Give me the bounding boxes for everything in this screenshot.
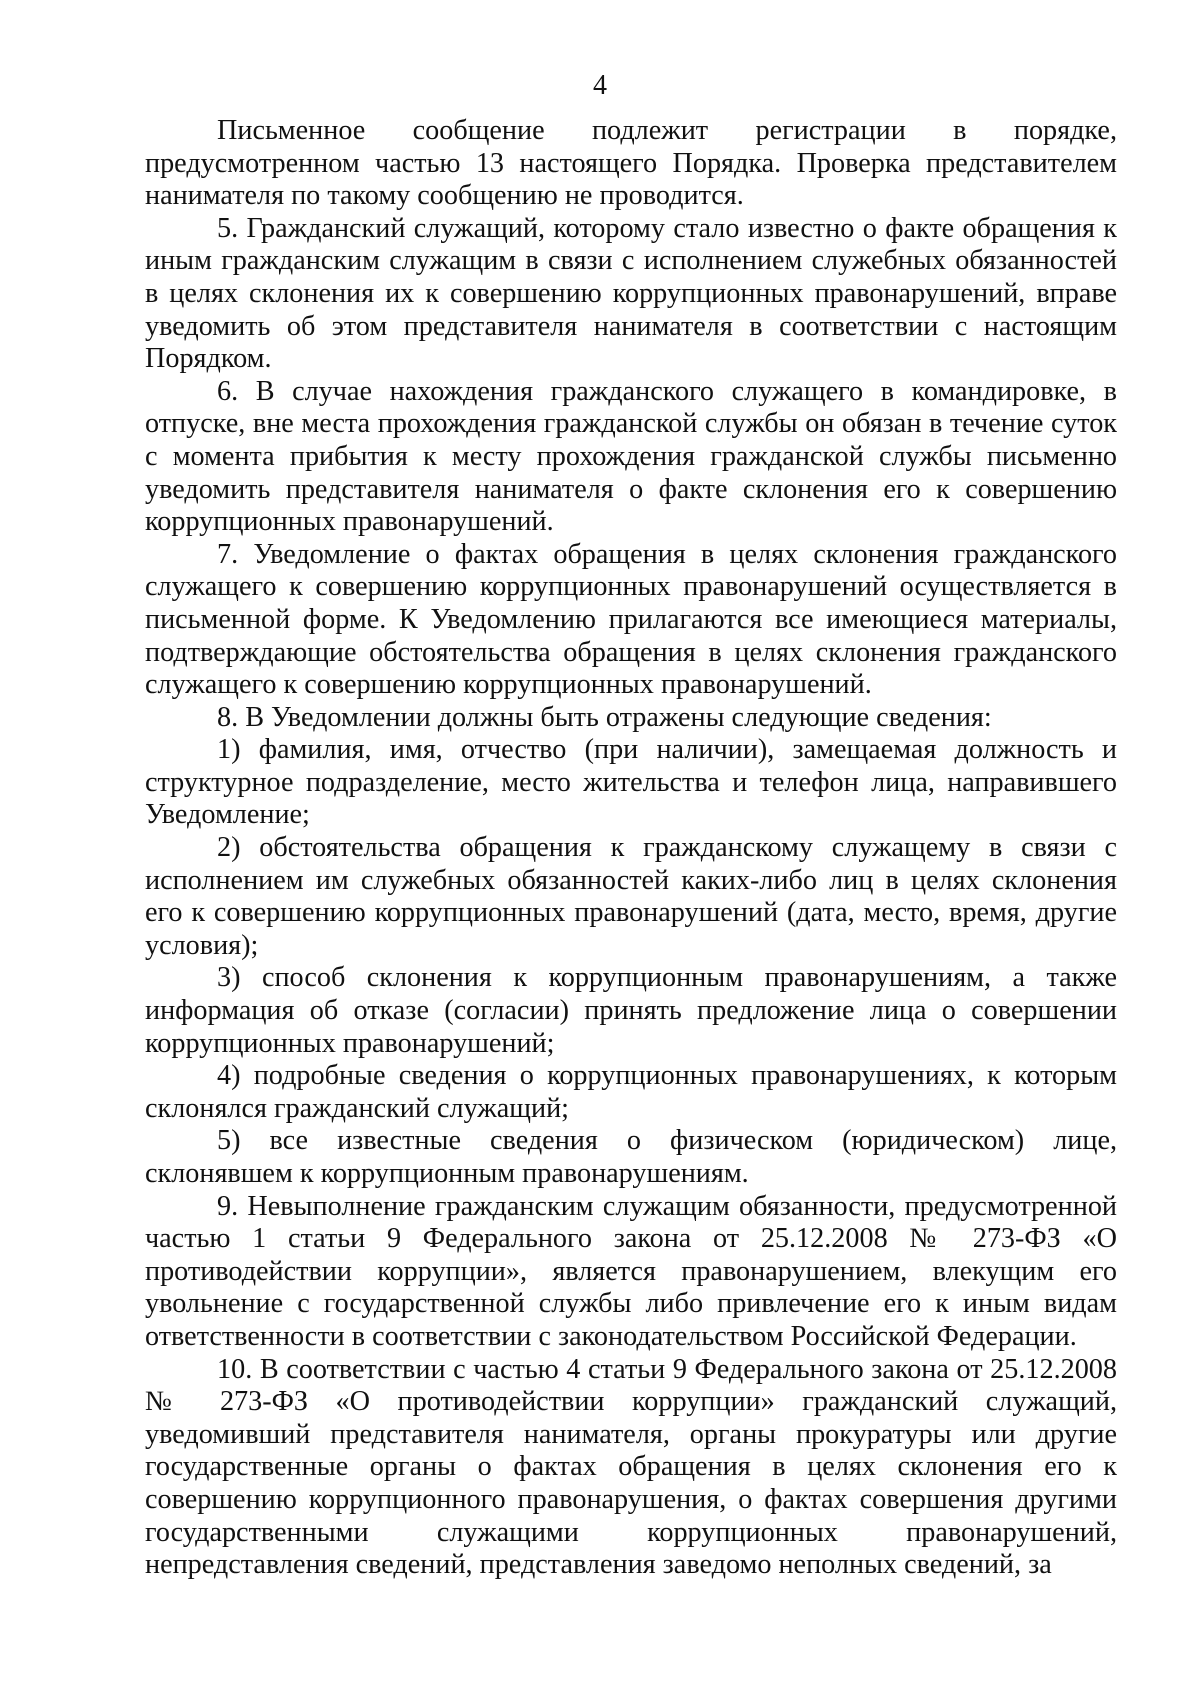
document-body — [145, 115, 1117, 1582]
list-item-2: 2) обстоятельства обращения к гражданскому служащему в связи с исполнением им служебных обязанностей каких-либо лиц в целях склонения его к совершению коррупционных правонарушений (дата, место, время, другие условия); — [145, 832, 1117, 961]
page-number: 4 — [593, 70, 607, 101]
list-item-5: 5) все известные сведения о физическом (юридическом) лице, склонявшем к коррупционным правонарушениям. — [145, 1125, 1117, 1189]
list-item-3: 3) способ склонения к коррупционным правонарушениям, а также информация об отказе (согласии) принять предложение лица о совершении коррупционных правонарушений; — [145, 962, 1117, 1059]
list-item-4: 4) подробные сведения о коррупционных правонарушениях, к которым склонялся гражданский служащий; — [145, 1060, 1117, 1124]
paragraph-7: 7. Уведомление о фактах обращения в целях склонения гражданского служащего к совершению коррупционных правонарушений осуществляется в письменной форме. К Уведомлению прилагаются все имеющиеся материалы, подтверждающие обстоятельства обращения в целях склонения гражданского служащего к совершению коррупционных правонарушений. — [145, 538, 1117, 701]
paragraph-intro: Письменное сообщение подлежит регистрации в порядке, предусмотренном частью 13 настоящего Порядка. Проверка представителем нанимателя по такому сообщению не проводится. — [145, 115, 1117, 212]
paragraph-5: 5. Гражданский служащий, которому стало известно о факте обращения к иным гражданским служащим в связи с исполнением служебных обязанностей в целях склонения их к совершению коррупционных правонарушений, вправе уведомить об этом представителя нанимателя в соответствии с настоящим Порядком. — [145, 212, 1117, 375]
paragraph-10: 10. В соответствии с частью 4 статьи 9 Федерального закона от 25.12.2008 № 273-ФЗ «О противодействии коррупции» гражданский служащий, уведомивший представителя нанимателя, органы прокуратуры или другие государственные органы о фактах обращения в целях склонения его к совершению коррупционного правонарушения, о фактах совершения другими государственными служащими коррупционных правонарушений, непредставления сведений, представления заведомо неполных сведений, за — [145, 1353, 1117, 1581]
list-item-1: 1) фамилия, имя, отчество (при наличии), замещаемая должность и структурное подразделение, место жительства и телефон лица, направившего Уведомление; — [145, 734, 1117, 831]
paragraph-8: 8. В Уведомлении должны быть отражены следующие сведения: — [217, 701, 992, 733]
paragraph-9: 9. Невыполнение гражданским служащим обязанности, предусмотренной частью 1 статьи 9 Федерального закона от 25.12.2008 № 273-ФЗ «О противодействии коррупции», является правонарушением, влекущим его увольнение с государственной службы либо привлечение его к иным видам ответственности в соответствии с законодательством Российской Федерации. — [145, 1190, 1117, 1352]
paragraph-6: 6. В случае нахождения гражданского служащего в командировке, в отпуске, вне места прохождения гражданской службы он обязан в течение суток с момента прибытия к месту прохождения гражданской службы письменно уведомить представителя нанимателя о факте склонения его к совершению коррупционных правонарушений. — [145, 375, 1117, 538]
